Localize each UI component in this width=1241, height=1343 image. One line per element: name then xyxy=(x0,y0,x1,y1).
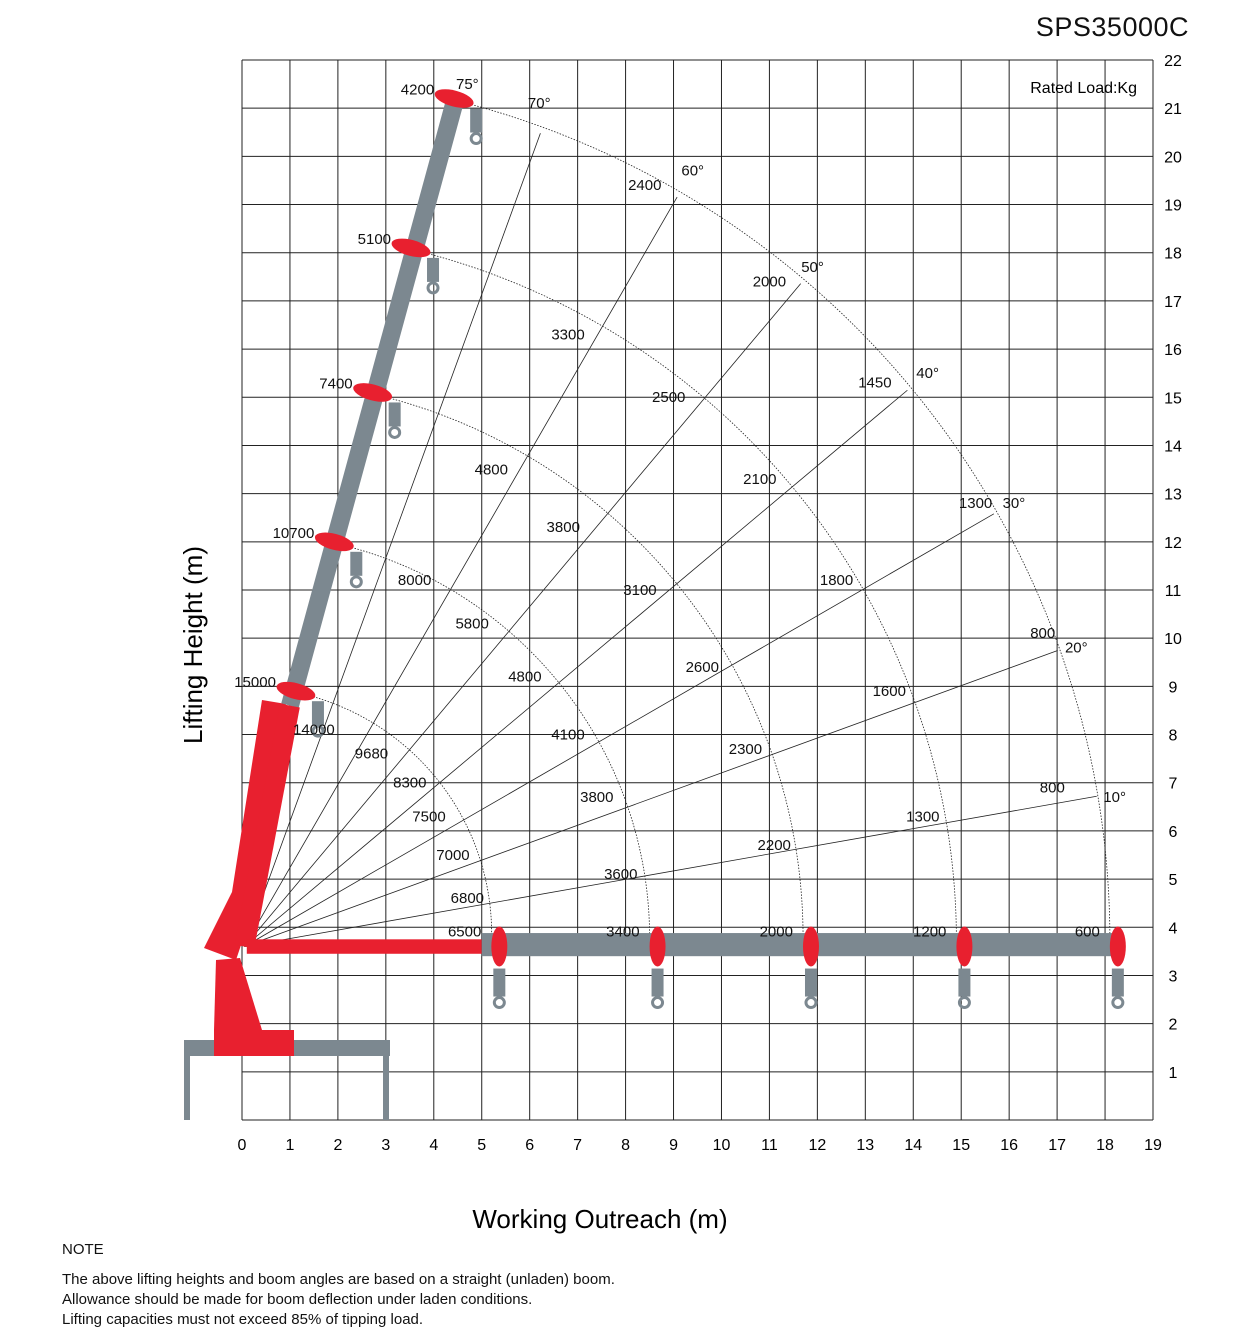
boom-tip-load: 10700 xyxy=(272,524,315,542)
hook-block xyxy=(805,969,817,997)
load-label: 6800 xyxy=(450,890,485,908)
model-name: SPS35000C xyxy=(1035,12,1189,42)
boom-tip-load: 4200 xyxy=(400,81,435,99)
boom-head xyxy=(956,927,972,967)
y-tick-label: 9 xyxy=(1168,679,1178,697)
load-label: 3100 xyxy=(623,581,657,599)
load-label: 3600 xyxy=(604,866,638,884)
x-tick-label: 9 xyxy=(669,1137,678,1154)
y-tick-label: 16 xyxy=(1164,342,1182,360)
load-label: 800 xyxy=(1030,625,1056,643)
note-title: NOTE xyxy=(62,1241,104,1258)
load-label: 2100 xyxy=(743,471,777,488)
radius-arc xyxy=(328,542,649,947)
y-tick-label: 5 xyxy=(1168,872,1178,890)
y-tick-label: 1 xyxy=(1168,1064,1178,1082)
outrigger-leg-left xyxy=(184,1056,190,1120)
x-tick-label: 5 xyxy=(477,1137,487,1154)
y-tick-label: 17 xyxy=(1164,293,1182,311)
y-tick-label: 8 xyxy=(1168,727,1178,745)
load-label: 2500 xyxy=(652,389,686,407)
outrigger-leg-right xyxy=(383,1056,389,1120)
hook-icon xyxy=(494,998,504,1008)
boom-tip-load: 7400 xyxy=(319,375,353,393)
y-tick-label: 19 xyxy=(1164,197,1182,215)
x-tick-label: 15 xyxy=(952,1137,971,1154)
x-tick-label: 19 xyxy=(1144,1137,1162,1154)
hook-icon xyxy=(959,998,969,1008)
load-label: 7500 xyxy=(412,808,446,826)
hook-block xyxy=(470,109,482,133)
x-tick-label: 14 xyxy=(904,1137,923,1154)
load-label: 2200 xyxy=(757,837,791,855)
y-tick-label: 2 xyxy=(1168,1016,1178,1034)
angle-label: 20° xyxy=(1064,639,1088,657)
boom-tip-load: 3400 xyxy=(606,923,640,941)
angle-label: 70° xyxy=(527,95,551,113)
y-tick-label: 18 xyxy=(1164,245,1182,263)
hook-icon xyxy=(351,577,361,587)
y-tick-label: 13 xyxy=(1164,486,1182,504)
y-axis-title: Lifting Height (m) xyxy=(178,546,208,744)
hook-icon xyxy=(471,134,481,144)
angle-label: 40° xyxy=(916,365,939,382)
hook-block xyxy=(493,969,505,997)
load-label: 1450 xyxy=(858,374,892,392)
load-label: 1300 xyxy=(958,495,993,513)
boom-tip-load: 1200 xyxy=(913,923,947,941)
note-line: Lifting capacities must not exceed 85% of tipping load. xyxy=(62,1311,424,1328)
hook-block xyxy=(958,969,970,997)
load-label: 1800 xyxy=(819,572,854,590)
y-tick-label: 20 xyxy=(1164,149,1182,167)
load-label: 4800 xyxy=(474,461,509,479)
boom-tip-load: 6500 xyxy=(447,923,482,941)
x-tick-label: 7 xyxy=(573,1137,583,1154)
load-label: 4100 xyxy=(551,726,585,744)
boom-head xyxy=(491,927,507,967)
raised-boom xyxy=(290,97,456,706)
x-tick-label: 10 xyxy=(712,1137,731,1154)
load-label: 4800 xyxy=(508,668,542,686)
load-label: 3800 xyxy=(580,789,614,806)
hook-block xyxy=(389,402,401,426)
hook-icon xyxy=(653,998,663,1008)
x-tick-label: 13 xyxy=(856,1137,875,1154)
hook-block xyxy=(427,258,439,282)
hook-icon xyxy=(390,427,400,437)
boom-tip-load: 2000 xyxy=(759,923,793,941)
note-line: Allowance should be made for boom deflection under laden conditions. xyxy=(62,1291,533,1308)
boom-tip-load: 5100 xyxy=(357,230,392,248)
load-label: 3300 xyxy=(551,326,585,344)
load-label: 2600 xyxy=(685,658,719,676)
load-label: 9680 xyxy=(354,745,389,763)
radius-arc xyxy=(367,392,803,946)
angle-ray xyxy=(244,390,907,946)
x-axis-title: Working Outreach (m) xyxy=(472,1204,728,1234)
angle-ray xyxy=(244,796,1096,946)
x-tick-label: 8 xyxy=(621,1137,631,1154)
x-tick-label: 1 xyxy=(285,1137,295,1154)
y-tick-label: 4 xyxy=(1168,920,1178,938)
x-tick-label: 6 xyxy=(525,1137,535,1154)
horizontal-boom xyxy=(482,933,1115,956)
x-tick-label: 3 xyxy=(381,1137,391,1154)
horizontal-boom-base xyxy=(247,939,482,953)
hook-block xyxy=(652,969,664,997)
hook-icon xyxy=(806,998,816,1008)
axis-ticks xyxy=(238,53,1182,1154)
load-label: 3800 xyxy=(546,519,580,537)
rated-load-label: Rated Load:Kg xyxy=(1030,80,1137,97)
x-tick-label: 2 xyxy=(333,1137,343,1154)
angle-label: 75° xyxy=(456,75,479,93)
hook-icon xyxy=(428,283,438,293)
x-tick-label: 16 xyxy=(1000,1137,1019,1154)
y-tick-label: 22 xyxy=(1164,53,1182,70)
y-tick-label: 15 xyxy=(1164,390,1182,408)
boom-head xyxy=(1110,927,1126,967)
y-tick-label: 12 xyxy=(1164,534,1182,552)
note-line: The above lifting heights and boom angles are based on a straight (unladen) boom. xyxy=(62,1271,615,1288)
crane-column xyxy=(214,958,262,1030)
boom-tip-load: 600 xyxy=(1074,923,1100,941)
y-tick-label: 6 xyxy=(1168,823,1178,841)
angle-label: 60° xyxy=(681,162,705,180)
load-label: 7000 xyxy=(436,846,470,864)
load-labels xyxy=(234,76,1126,941)
load-label: 1600 xyxy=(872,683,906,700)
x-tick-label: 4 xyxy=(429,1137,439,1154)
load-label: 1300 xyxy=(906,808,940,826)
load-label: 2000 xyxy=(752,273,787,291)
y-tick-label: 7 xyxy=(1168,775,1178,793)
angle-ray xyxy=(244,651,1057,947)
hook-block xyxy=(350,552,362,576)
x-tick-label: 0 xyxy=(237,1137,247,1154)
angle-label: 30° xyxy=(1002,495,1026,513)
crane-turret xyxy=(214,1030,294,1056)
boom-head xyxy=(650,927,666,967)
hook-block xyxy=(1112,969,1124,997)
y-tick-label: 14 xyxy=(1164,438,1182,456)
load-label: 14000 xyxy=(293,721,335,739)
crane-illustration xyxy=(184,86,1126,1120)
y-tick-label: 10 xyxy=(1164,631,1182,649)
x-tick-label: 18 xyxy=(1096,1137,1114,1154)
y-tick-label: 3 xyxy=(1168,968,1178,986)
x-tick-label: 12 xyxy=(808,1137,827,1154)
x-tick-label: 17 xyxy=(1048,1137,1067,1154)
load-label: 5800 xyxy=(455,615,489,633)
boom-head xyxy=(803,927,819,967)
radius-arc xyxy=(405,248,956,947)
hook-icon xyxy=(1113,998,1123,1008)
boom-tip-load: 15000 xyxy=(234,674,276,692)
x-tick-label: 11 xyxy=(761,1137,778,1154)
angle-label: 10° xyxy=(1103,789,1126,806)
load-label: 2400 xyxy=(628,177,662,195)
y-tick-label: 21 xyxy=(1164,101,1182,119)
angle-label: 50° xyxy=(801,259,824,276)
load-label: 8300 xyxy=(393,774,427,792)
angle-ray xyxy=(244,197,677,947)
y-tick-label: 11 xyxy=(1164,583,1182,600)
load-label: 2300 xyxy=(728,740,763,758)
grid xyxy=(242,60,1153,1120)
note-lines xyxy=(62,1270,615,1330)
load-label: 8000 xyxy=(397,572,432,590)
load-label: 800 xyxy=(1039,779,1065,797)
angle-rays xyxy=(244,133,1096,946)
